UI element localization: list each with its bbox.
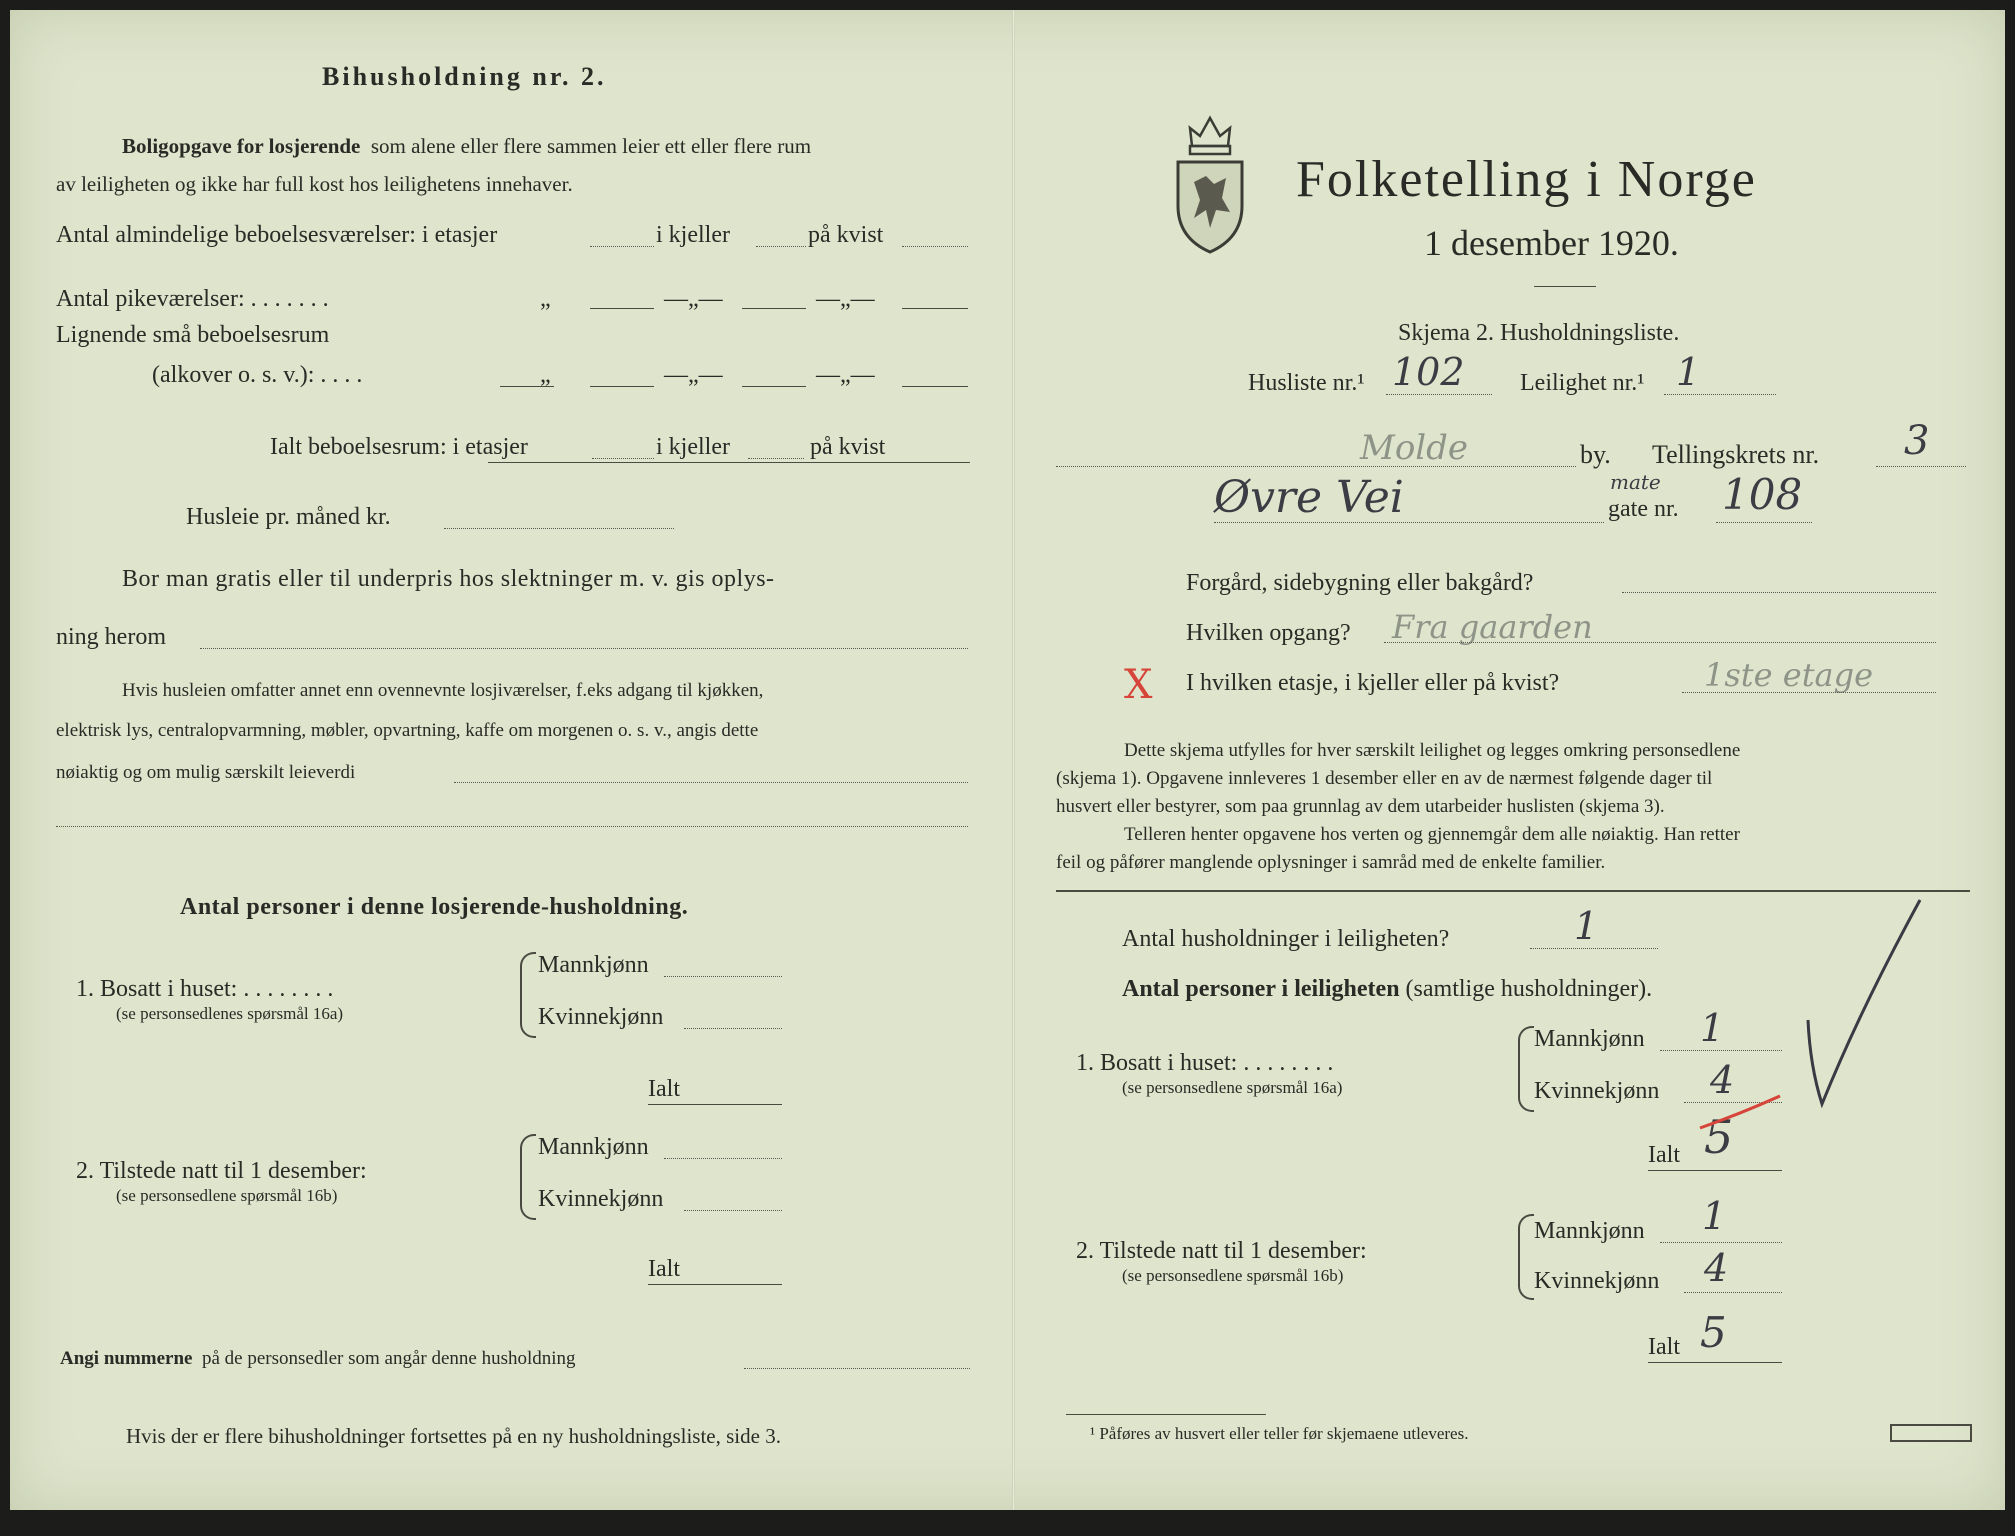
rooms-etasjer-line bbox=[590, 246, 654, 247]
rooms-kvist-line bbox=[902, 246, 968, 247]
etasje-label: I hvilken etasje, i kjeller eller på kvist? bbox=[1186, 670, 1560, 696]
instruction-2: (skjema 1). Opgavene innleveres 1 desember eller en av de nærmest følgende dager til bbox=[1056, 768, 1713, 789]
forgard-line bbox=[1622, 592, 1936, 593]
street-value: Øvre Vei bbox=[1214, 472, 1404, 523]
left-q2-label: 2. Tilstede natt til 1 desember: bbox=[76, 1158, 367, 1184]
etasje-line bbox=[1682, 692, 1936, 693]
angi-fill-line bbox=[744, 1368, 970, 1369]
leilighet-value: 1 bbox=[1676, 350, 1701, 394]
gratis-line-1: Bor man gratis eller til underpris hos slektninger m. v. gis oplys- bbox=[122, 566, 775, 592]
footnote-rule bbox=[1066, 1414, 1266, 1415]
right-q1-mann-value: 1 bbox=[1700, 1006, 1725, 1050]
small-line-2 bbox=[742, 386, 806, 387]
right-q2-kvinne-value: 4 bbox=[1704, 1246, 1729, 1290]
krets-label: Tellingskrets nr. bbox=[1652, 440, 1820, 469]
opgang-value: Fra gaarden bbox=[1392, 608, 1593, 646]
households-value: 1 bbox=[1574, 904, 1599, 948]
left-q2-mann-line bbox=[664, 1158, 782, 1159]
right-q2-kvinne-line bbox=[1684, 1292, 1782, 1293]
left-persons-heading: Antal personer i denne losjerende-husholdning. bbox=[180, 894, 689, 920]
left-q1-sub: (se personsedlenes spørsmål 16a) bbox=[116, 1004, 344, 1023]
left-q1-mann-line bbox=[664, 976, 782, 977]
households-line bbox=[1530, 948, 1658, 949]
printer-stamp-icon bbox=[1890, 1424, 1972, 1442]
left-footer: Hvis der er flere bihusholdninger fortsettes på en ny husholdningsliste, side 3. bbox=[126, 1424, 781, 1448]
form-title: Folketelling i Norge bbox=[1296, 151, 1757, 208]
husleie-label: Husleie pr. måned kr. bbox=[186, 504, 391, 530]
ialt-kvist: på kvist bbox=[810, 434, 886, 460]
households-label: Antal husholdninger i leiligheten? bbox=[1122, 926, 1450, 952]
husleie-note-2: elektrisk lys, centralopvarmning, møbler, opvartning, kaffe om morgenen o. s. v., angis dette bbox=[56, 720, 759, 741]
intro-line-2: av leiligheten og ikke har full kost hos leilighetens innehaver. bbox=[56, 172, 573, 196]
husleie-line bbox=[444, 528, 674, 529]
pike-ditto-3: —„— bbox=[816, 286, 875, 312]
ialt-kjeller: i kjeller bbox=[656, 434, 730, 460]
right-q1-label: 1. Bosatt i huset: . . . . . . . . bbox=[1076, 1050, 1334, 1076]
intro-rest: som alene eller flere sammen leier ett eller flere rum bbox=[370, 134, 812, 158]
street-correction: mate bbox=[1610, 470, 1661, 494]
left-q2-mann: Mannkjønn bbox=[538, 1134, 649, 1160]
right-q2-ialt-line bbox=[1648, 1362, 1782, 1363]
right-q2-sub: (se personsedlene spørsmål 16b) bbox=[1122, 1266, 1344, 1285]
left-q2-ialt: Ialt bbox=[648, 1256, 680, 1282]
husleie-note-3: nøiaktig og om mulig særskilt leieverdi bbox=[56, 762, 356, 783]
right-q1-mann: Mannkjønn bbox=[1534, 1026, 1645, 1052]
etasje-value: 1ste etage bbox=[1704, 656, 1874, 694]
right-q2-kvinne: Kvinnekjønn bbox=[1534, 1268, 1660, 1294]
right-q2-brace bbox=[1518, 1214, 1534, 1300]
coat-of-arms-icon bbox=[1172, 106, 1248, 256]
intro-bold: Boligopgave for losjerende bbox=[122, 134, 361, 158]
husleie-note-1: Hvis husleien omfatter annet enn ovennevnte losjiværelser, f.eks adgang til kjøkken, bbox=[122, 680, 764, 701]
left-q1-mann: Mannkjønn bbox=[538, 952, 649, 978]
left-q1-ialt-line bbox=[648, 1104, 782, 1105]
persons-heading-rest: (samtlige husholdninger). bbox=[1405, 976, 1653, 1002]
left-q1-label: 1. Bosatt i huset: . . . . . . . . bbox=[76, 976, 334, 1002]
opgang-line bbox=[1384, 642, 1936, 643]
right-q2-ialt: Ialt bbox=[1648, 1334, 1680, 1360]
small-rooms-label-1: Lignende små beboelsesrum bbox=[56, 322, 330, 348]
schema-label: Skjema 2. Husholdningsliste. bbox=[1398, 320, 1680, 346]
forgard-label: Forgård, sidebygning eller bakgård? bbox=[1186, 570, 1534, 596]
by-line bbox=[1056, 466, 1576, 467]
rooms-kjeller-line bbox=[756, 246, 806, 247]
page-fold bbox=[1012, 10, 1015, 1510]
right-q2-mann-value: 1 bbox=[1702, 1194, 1727, 1238]
small-ditto-3: —„— bbox=[816, 362, 875, 388]
instruction-1: Dette skjema utfylles for hver særskilt leilighet og legges omkring personsedlene bbox=[1124, 740, 1741, 761]
leilighet-line bbox=[1664, 394, 1776, 395]
gate-line bbox=[1716, 522, 1812, 523]
ialt-rooms-label: Ialt beboelsesrum: i etasjer bbox=[270, 434, 528, 460]
husliste-line bbox=[1386, 394, 1492, 395]
right-q1-kvinne: Kvinnekjønn bbox=[1534, 1078, 1660, 1104]
ialt-kjeller-line bbox=[748, 458, 804, 459]
leilighet-label: Leilighet nr.¹ bbox=[1520, 370, 1645, 396]
opgang-label: Hvilken opgang? bbox=[1186, 620, 1351, 646]
rooms-kvist: på kvist bbox=[808, 222, 884, 248]
rooms-kjeller: i kjeller bbox=[656, 222, 730, 248]
form-date: 1 desember 1920. bbox=[1424, 223, 1679, 263]
small-ditto: „ bbox=[540, 362, 551, 388]
left-q1-kvinne: Kvinnekjønn bbox=[538, 1004, 664, 1030]
small-line-1 bbox=[590, 386, 654, 387]
pike-label: Antal pikeværelser: . . . . . . . bbox=[56, 286, 329, 312]
tick-mark-icon bbox=[1660, 890, 1960, 1150]
left-q1-ialt: Ialt bbox=[648, 1076, 680, 1102]
by-label: by. bbox=[1580, 440, 1611, 469]
rooms-label: Antal almindelige beboelsesværelser: i etasjer bbox=[56, 222, 498, 248]
gate-label: gate nr. bbox=[1608, 496, 1679, 522]
left-q2-ialt-line bbox=[648, 1284, 782, 1285]
right-q1-sub: (se personsedlene spørsmål 16a) bbox=[1122, 1078, 1343, 1097]
persons-heading bbox=[1122, 976, 1652, 1003]
gate-value: 108 bbox=[1722, 470, 1803, 519]
pike-line-1 bbox=[590, 308, 654, 309]
instruction-4: Telleren henter opgavene hos verten og gjennemgår dem alle nøiaktig. Han retter bbox=[1124, 824, 1740, 845]
krets-line bbox=[1876, 466, 1966, 467]
instruction-5: feil og påfører manglende oplysninger i samråd med de enkelte familier. bbox=[1056, 852, 1606, 873]
red-check-mark: X bbox=[1124, 662, 1153, 708]
right-q2-ialt-value: 5 bbox=[1700, 1308, 1727, 1357]
right-q1-ialt-line bbox=[1648, 1170, 1782, 1171]
left-heading: Bihusholdning nr. 2. bbox=[322, 62, 607, 91]
extra-line bbox=[56, 826, 968, 827]
left-q2-brace bbox=[520, 1134, 536, 1220]
right-q2-label: 2. Tilstede natt til 1 desember: bbox=[1076, 1238, 1367, 1264]
right-q1-ialt: Ialt bbox=[1648, 1142, 1680, 1168]
small-rooms-label-2: (alkover o. s. v.): . . . . bbox=[152, 362, 363, 388]
left-q2-kvinne: Kvinnekjønn bbox=[538, 1186, 664, 1212]
by-value: Molde bbox=[1360, 428, 1469, 468]
angi-bold: Angi nummerne bbox=[60, 1348, 193, 1369]
instruction-3: husvert eller bestyrer, som paa grunnlag av dem utarbeider huslisten (skjema 3). bbox=[1056, 796, 1665, 817]
angi-rest: på de personsedler som angår denne husholdning bbox=[201, 1348, 576, 1369]
left-q1-brace bbox=[520, 952, 536, 1038]
intro-line-1 bbox=[122, 134, 811, 159]
title-rule bbox=[1534, 286, 1596, 287]
gratis-line-2: ning herom bbox=[56, 624, 166, 650]
gratis-line bbox=[200, 648, 968, 649]
left-q1-kvinne-line bbox=[684, 1028, 782, 1029]
persons-heading-bold: Antal personer i leiligheten bbox=[1122, 976, 1400, 1002]
small-line-3 bbox=[902, 386, 968, 387]
right-q1-kvinne-value: 4 bbox=[1710, 1058, 1735, 1102]
left-q2-kvinne-line bbox=[684, 1210, 782, 1211]
left-q2-sub: (se personsedlene spørsmål 16b) bbox=[116, 1186, 338, 1205]
ialt-underline bbox=[488, 462, 970, 463]
pike-line-2 bbox=[742, 308, 806, 309]
husliste-value: 102 bbox=[1392, 350, 1465, 394]
footnote: ¹ Påføres av husvert eller teller før skjemaene utleveres. bbox=[1090, 1424, 1469, 1443]
pike-ditto: „ bbox=[540, 286, 551, 312]
street-line bbox=[1214, 522, 1604, 523]
right-q2-mann-line bbox=[1660, 1242, 1782, 1243]
right-q1-brace bbox=[1518, 1026, 1534, 1112]
ialt-etasjer-line bbox=[592, 458, 654, 459]
pike-line-3 bbox=[902, 308, 968, 309]
pike-ditto-2: —„— bbox=[664, 286, 723, 312]
krets-value: 3 bbox=[1904, 418, 1930, 464]
right-q1-ialt-value: 5 bbox=[1704, 1110, 1734, 1164]
husliste-label: Husliste nr.¹ bbox=[1248, 370, 1365, 396]
small-ditto-2: —„— bbox=[664, 362, 723, 388]
angi-line bbox=[60, 1348, 576, 1370]
right-q2-mann: Mannkjønn bbox=[1534, 1218, 1645, 1244]
leieverdi-line bbox=[454, 782, 968, 783]
